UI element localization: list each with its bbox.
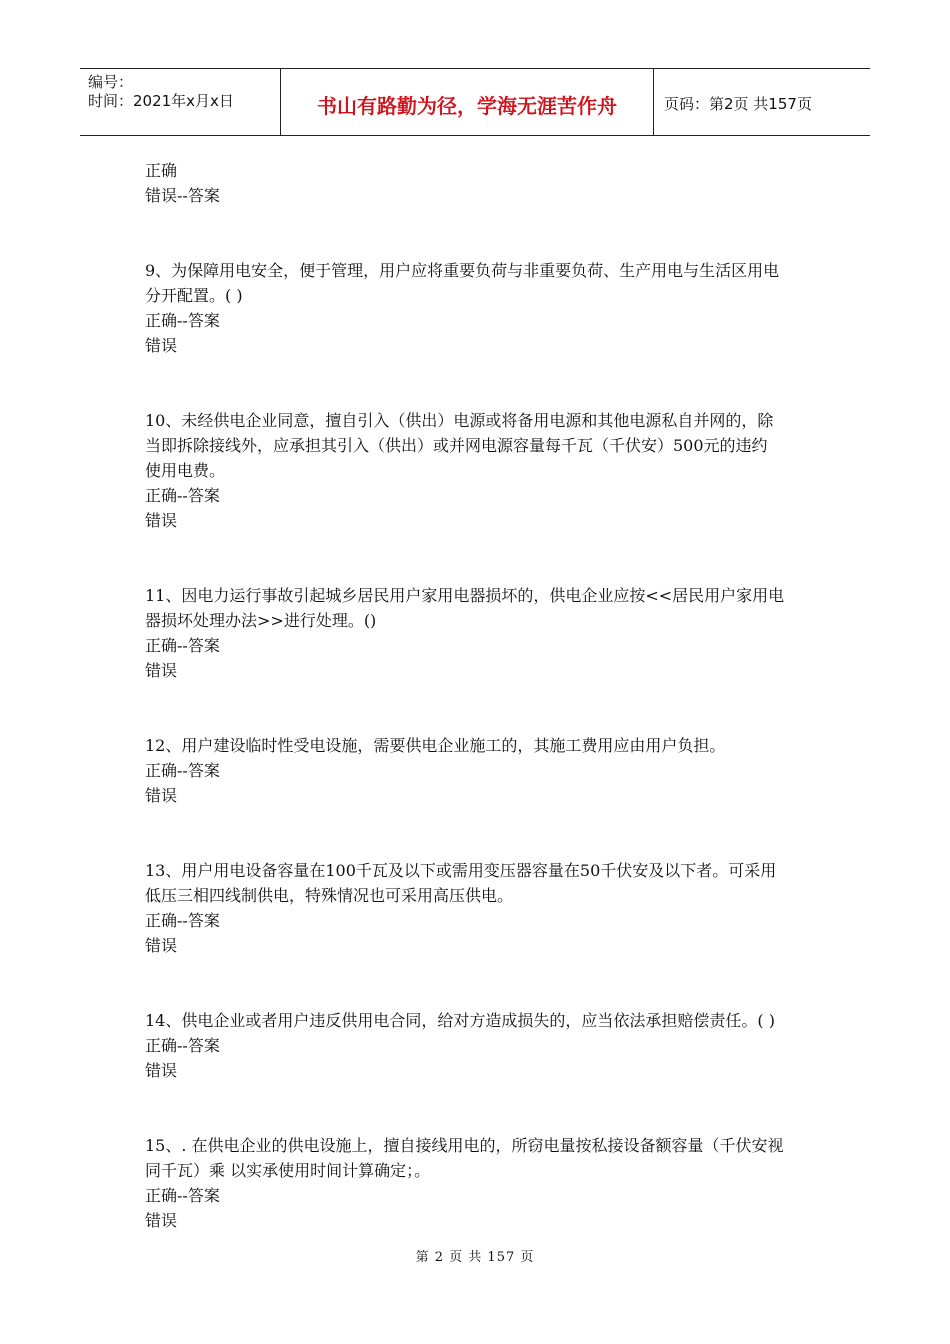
- option: 错误: [145, 936, 178, 955]
- option: 错误: [145, 336, 178, 355]
- option: 错误--答案: [145, 186, 220, 205]
- option: 正确--答案: [145, 911, 220, 930]
- option: 正确--答案: [145, 636, 220, 655]
- option: 错误: [145, 1211, 178, 1230]
- question-11: [145, 583, 815, 683]
- question-text: 低压三相四线制供电，特殊情况也可采用高压供电。: [145, 886, 514, 905]
- top-options: [145, 158, 815, 208]
- question-10: [145, 408, 815, 533]
- page-footer: 第 2 页 共 157 页: [415, 1250, 535, 1265]
- question-text: 9、为保障用电安全，便于管理，用户应将重要负荷与非重要负荷、生产用电与生活区用电: [145, 261, 780, 280]
- page-info: 页码：第2页 共157页: [664, 95, 812, 113]
- question-text: 15、. 在供电企业的供电设施上，擅自接线用电的，所窃电量按私接设备额容量（千伏安视: [145, 1136, 784, 1155]
- question-text: 分开配置。( ): [145, 286, 243, 305]
- option: 正确--答案: [145, 1186, 220, 1205]
- option: 错误: [145, 511, 178, 530]
- question-13: [145, 858, 815, 958]
- question-text: 13、用户用电设备容量在100千瓦及以下或需用变压器容量在50千伏安及以下者。可采用: [145, 861, 777, 880]
- option: 正确--答案: [145, 761, 220, 780]
- document-body: [145, 158, 815, 1233]
- question-text: 10、未经供电企业同意，擅自引入（供出）电源或将备用电源和其他电源私自并网的，除: [145, 411, 774, 430]
- serial-label: 编号：: [88, 73, 134, 91]
- question-14: [145, 1008, 815, 1083]
- question-text: 当即拆除接线外，应承担其引入（供出）或并网电源容量每千瓦（千伏安）500元的违约: [145, 436, 768, 455]
- option: 正确--答案: [145, 1036, 220, 1055]
- question-12: [145, 733, 815, 808]
- question-15: [145, 1133, 815, 1233]
- time-label: 时间：2021年x月x日: [88, 92, 234, 110]
- option: 正确--答案: [145, 486, 220, 505]
- motto: 书山有路勤为径，学海无涯苦作舟: [281, 69, 654, 135]
- question-text: 12、用户建设临时性受电设施，需要供电企业施工的，其施工费用应由用户负担。: [145, 736, 726, 755]
- question-text: 使用电费。: [145, 461, 226, 480]
- question-text: 14、供电企业或者用户违反供用电合同，给对方造成损失的，应当依法承担赔偿责任。( ): [145, 1011, 775, 1030]
- question-text: 同千瓦）乘 以实承使用时间计算确定；。: [145, 1161, 431, 1180]
- option: 错误: [145, 661, 178, 680]
- page-header: [80, 68, 870, 136]
- question-9: [145, 258, 815, 358]
- header-left-cell: [80, 69, 281, 135]
- option: 错误: [145, 1061, 178, 1080]
- question-text: 11、因电力运行事故引起城乡居民用户家用电器损坏的，供电企业应按<<居民用户家用电: [145, 586, 785, 605]
- option: 正确--答案: [145, 311, 220, 330]
- option: 错误: [145, 786, 178, 805]
- question-text: 器损坏处理办法>>进行处理。(): [145, 611, 377, 630]
- option: 正确: [145, 161, 178, 180]
